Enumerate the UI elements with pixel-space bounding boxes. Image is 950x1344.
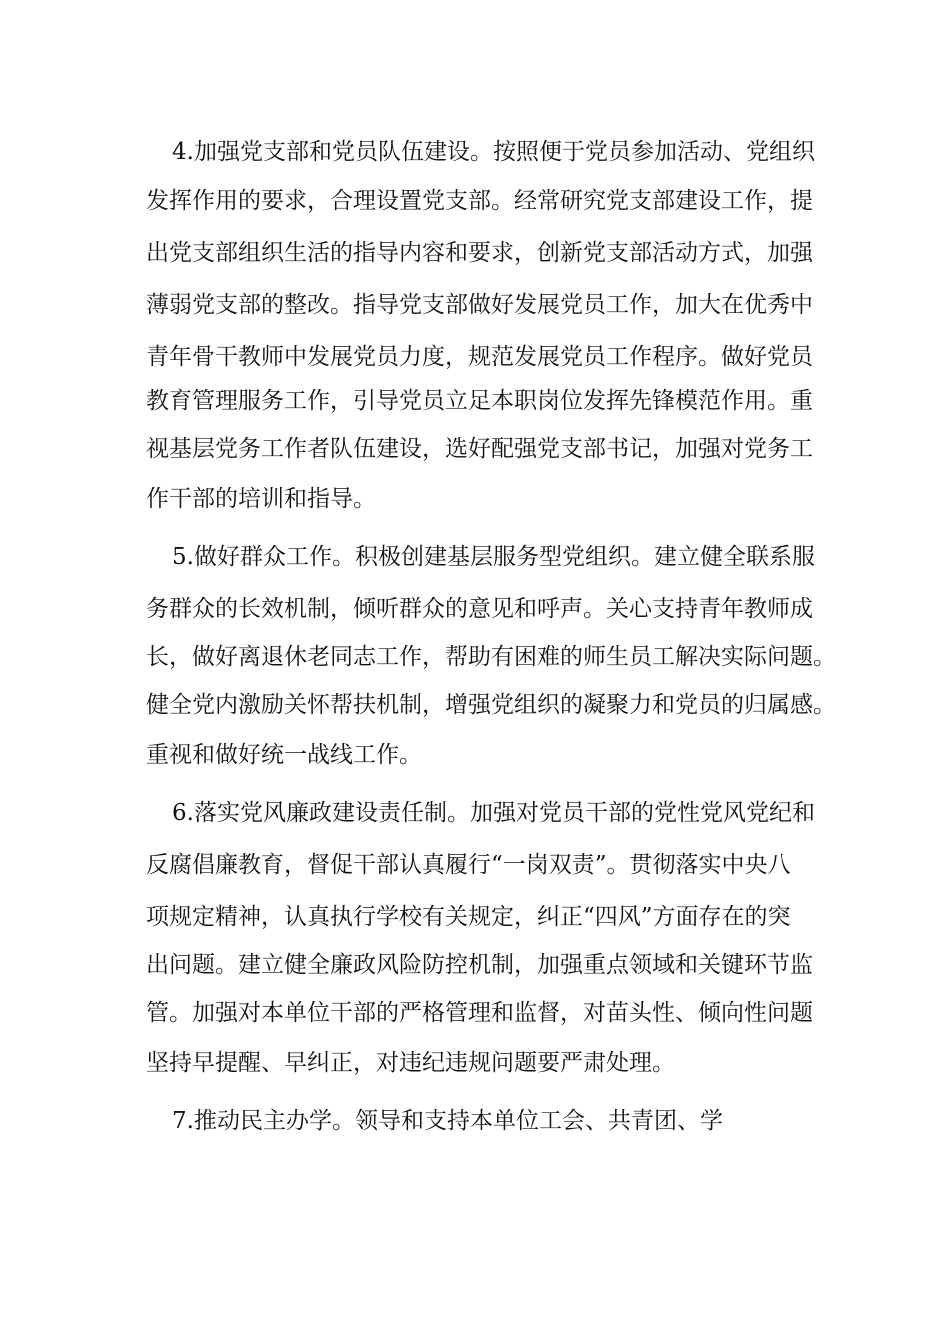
paragraph-line: 青年骨干教师中发展党员力度，规范发展党员工作程序。做好党员 [146, 344, 813, 370]
paragraph-line: 反腐倡廉教育，督促干部认真履行“一岗双责”。贯彻落实中央八 [146, 852, 791, 878]
paragraph-line: 重视和做好统一战线工作。 [146, 742, 422, 768]
paragraph-line: 4.加强党支部和党员队伍建设。按照便于党员参加活动、党组织 [172, 139, 815, 165]
paragraph-line: 管。加强对本单位干部的严格管理和监督，对苗头性、倾向性问题 [146, 1000, 813, 1026]
paragraph-line: 健全党内激励关怀帮扶机制，增强党组织的凝聚力和党员的归属感。 [146, 692, 836, 718]
paragraph-line: 项规定精神，认真执行学校有关规定，纠正“四风”方面存在的突 [146, 904, 791, 930]
paragraph-line: 教育管理服务工作，引导党员立足本职岗位发挥先锋模范作用。重 [146, 388, 813, 414]
paragraph-line: 出党支部组织生活的指导内容和要求，创新党支部活动方式，加强 [146, 240, 813, 266]
paragraph-line: 作干部的培训和指导。 [146, 486, 376, 512]
paragraph-line: 视基层党务工作者队伍建设，选好配强党支部书记，加强对党务工 [146, 436, 813, 462]
paragraph-line: 出问题。建立健全廉政风险防控机制，加强重点领域和关键环节监 [146, 952, 813, 978]
paragraph-line: 6.落实党风廉政建设责任制。加强对党员干部的党性党风党纪和 [172, 800, 815, 826]
paragraph-line: 7.推动民主办学。领导和支持本单位工会、共青团、学 [172, 1108, 723, 1134]
paragraph-line: 薄弱党支部的整改。指导党支部做好发展党员工作，加大在优秀中 [146, 292, 813, 318]
paragraph-line: 务群众的长效机制，倾听群众的意见和呼声。关心支持青年教师成 [146, 596, 813, 622]
paragraph-line: 发挥作用的要求，合理设置党支部。经常研究党支部建设工作，提 [146, 188, 813, 214]
paragraph-line: 长，做好离退休老同志工作，帮助有困难的师生员工解决实际问题。 [146, 644, 836, 670]
paragraph-line: 坚持早提醒、早纠正，对违纪违规问题要严肃处理。 [146, 1050, 675, 1076]
paragraph-line: 5.做好群众工作。积极创建基层服务型党组织。建立健全联系服 [172, 544, 815, 570]
